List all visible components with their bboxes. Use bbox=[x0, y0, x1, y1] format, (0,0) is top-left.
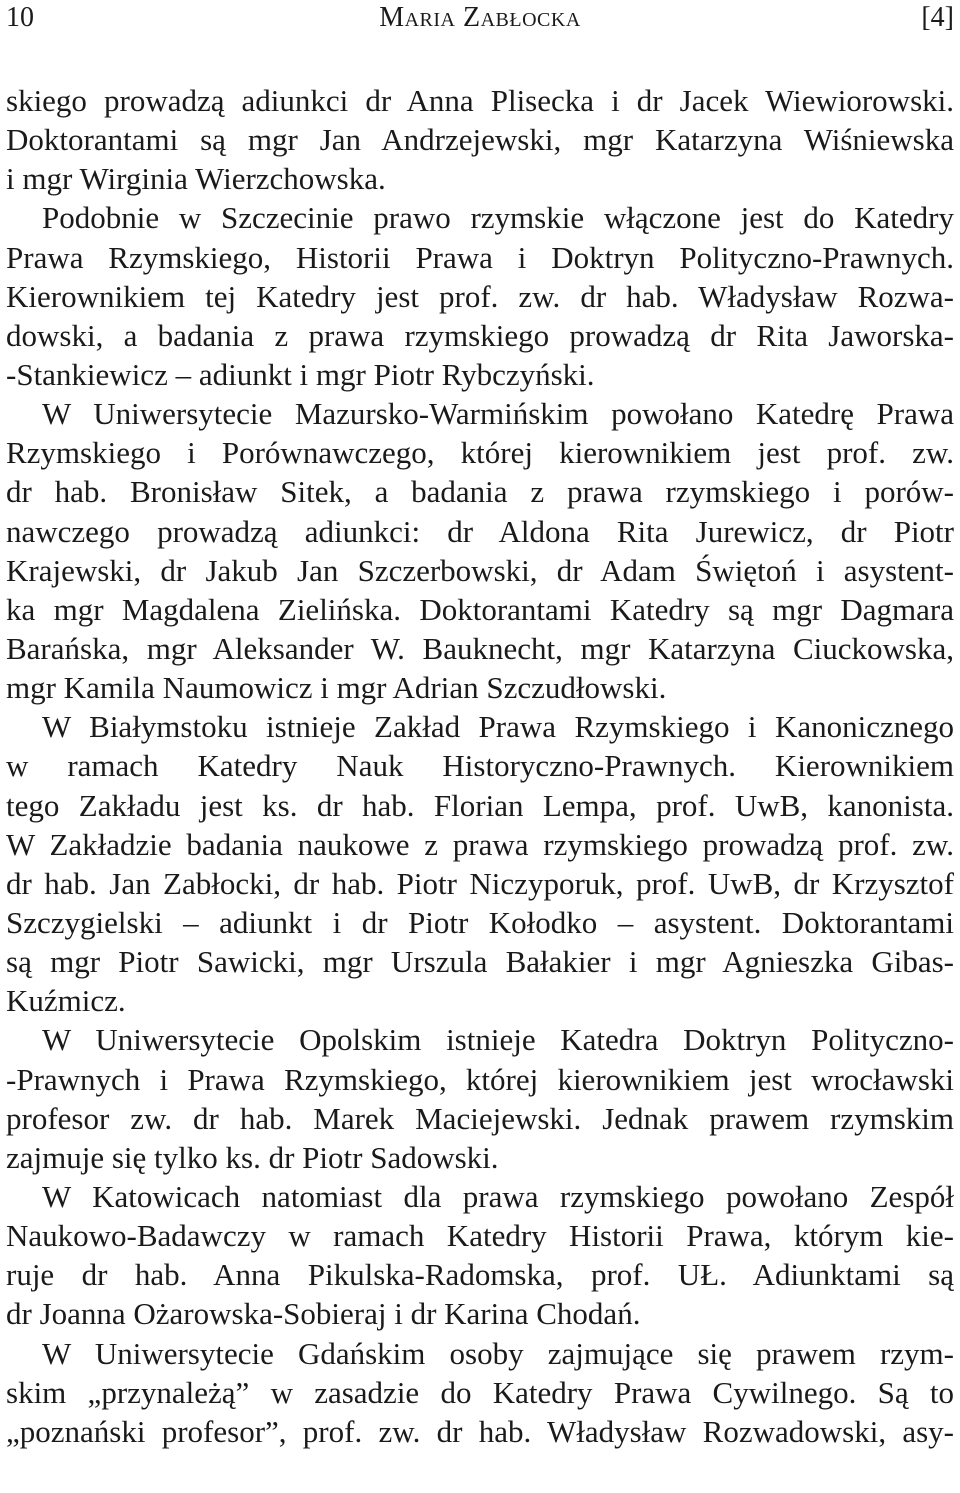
text-line: Kuźmicz. bbox=[6, 983, 126, 1019]
text-line: W Uniwersytecie Mazursko-Warmińskim powołano Katedrę Prawa bbox=[42, 396, 954, 432]
text-line: W Białymstoku istnieje Zakład Prawa Rzymskiego i Kanonicznego bbox=[42, 709, 954, 745]
text-line: dowski, a badania z prawa rzymskiego prowadzą dr Rita Jaworska- bbox=[6, 317, 954, 353]
text-line: zajmuje się tylko ks. dr Piotr Sadowski. bbox=[6, 1139, 499, 1175]
text-line: W Uniwersytecie Gdańskim osoby zajmujące się prawem rzym- bbox=[42, 1335, 954, 1371]
text-line: i mgr Wirginia Wierzchowska. bbox=[6, 161, 386, 197]
text-line: Kierownikiem tej Katedry jest prof. zw. dr hab. Władysław Rozwa- bbox=[6, 278, 954, 314]
section-reference: [4] bbox=[921, 2, 954, 33]
running-head-author: Maria Zabłocka bbox=[379, 2, 581, 33]
text-line: W Zakładzie badania naukowe z prawa rzymskiego prowadzą prof. zw. bbox=[6, 826, 954, 862]
text-line: tego Zakładu jest ks. dr hab. Florian Lempa, prof. UwB, kanonista. bbox=[6, 787, 954, 823]
text-line: Barańska, mgr Aleksander W. Bauknecht, mgr Katarzyna Ciuckowska, bbox=[6, 630, 954, 666]
text-line: Szczygielski – adiunkt i dr Piotr Kołodko – asystent. Doktorantami bbox=[6, 904, 954, 940]
text-line: nawczego prowadzą adiunkci: dr Aldona Rita Jurewicz, dr Piotr bbox=[6, 513, 954, 549]
text-line: W Katowicach natomiast dla prawa rzymskiego powołano Zespół bbox=[42, 1178, 954, 1214]
text-line: w ramach Katedry Nauk Historyczno-Prawnych. Kierownikiem bbox=[6, 748, 954, 784]
text-line: dr hab. Jan Zabłocki, dr hab. Piotr Niczyporuk, prof. UwB, dr Krzysztof bbox=[6, 865, 954, 901]
page-number: 10 bbox=[6, 2, 34, 33]
text-line: mgr Kamila Naumowicz i mgr Adrian Szczudłowski. bbox=[6, 670, 667, 706]
text-line: „poznański profesor”, prof. zw. dr hab. Władysław Rozwadowski, asy- bbox=[6, 1413, 954, 1449]
text-line: skiego prowadzą adiunkci dr Anna Plisecka i dr Jacek Wiewiorowski. bbox=[6, 83, 954, 118]
text-line: Rzymskiego i Porównawczego, której kierownikiem jest prof. zw. bbox=[6, 435, 954, 471]
text-line: skim „przynależą” w zasadzie do Katedry Prawa Cywilnego. Są to bbox=[6, 1374, 954, 1410]
text-line: Doktorantami są mgr Jan Andrzejewski, mgr Katarzyna Wiśniewska bbox=[6, 122, 954, 158]
text-line: Prawa Rzymskiego, Historii Prawa i Doktryn Polityczno-Prawnych. bbox=[6, 239, 954, 275]
text-line: dr Joanna Ożarowska-Sobieraj i dr Karina Chodań. bbox=[6, 1296, 641, 1332]
body-text bbox=[6, 81, 954, 1451]
text-line: ruje dr hab. Anna Pikulska-Radomska, prof. UŁ. Adiunktami są bbox=[6, 1257, 954, 1293]
text-line: W Uniwersytecie Opolskim istnieje Katedra Doktryn Polityczno- bbox=[42, 1022, 954, 1058]
text-line: Podobnie w Szczecinie prawo rzymskie włączone jest do Katedry bbox=[42, 200, 954, 236]
text-line: -Prawnych i Prawa Rzymskiego, której kierownikiem jest wrocławski bbox=[6, 1061, 954, 1097]
text-line: -Stankiewicz – adiunkt i mgr Piotr Rybczyński. bbox=[6, 356, 595, 392]
text-line: dr hab. Bronisław Sitek, a badania z prawa rzymskiego i porów- bbox=[6, 474, 954, 510]
page-header bbox=[6, 0, 954, 40]
text-line: ka mgr Magdalena Zielińska. Doktorantami Katedry są mgr Dagmara bbox=[6, 591, 954, 627]
text-line: profesor zw. dr hab. Marek Maciejewski. Jednak prawem rzymskim bbox=[6, 1100, 954, 1136]
text-line: Krajewski, dr Jakub Jan Szczerbowski, dr Adam Świętoń i asystent- bbox=[6, 552, 954, 588]
text-line: Naukowo-Badawczy w ramach Katedry Historii Prawa, którym kie- bbox=[6, 1218, 954, 1254]
text-line: są mgr Piotr Sawicki, mgr Urszula Bałakier i mgr Agnieszka Gibas- bbox=[6, 944, 954, 980]
